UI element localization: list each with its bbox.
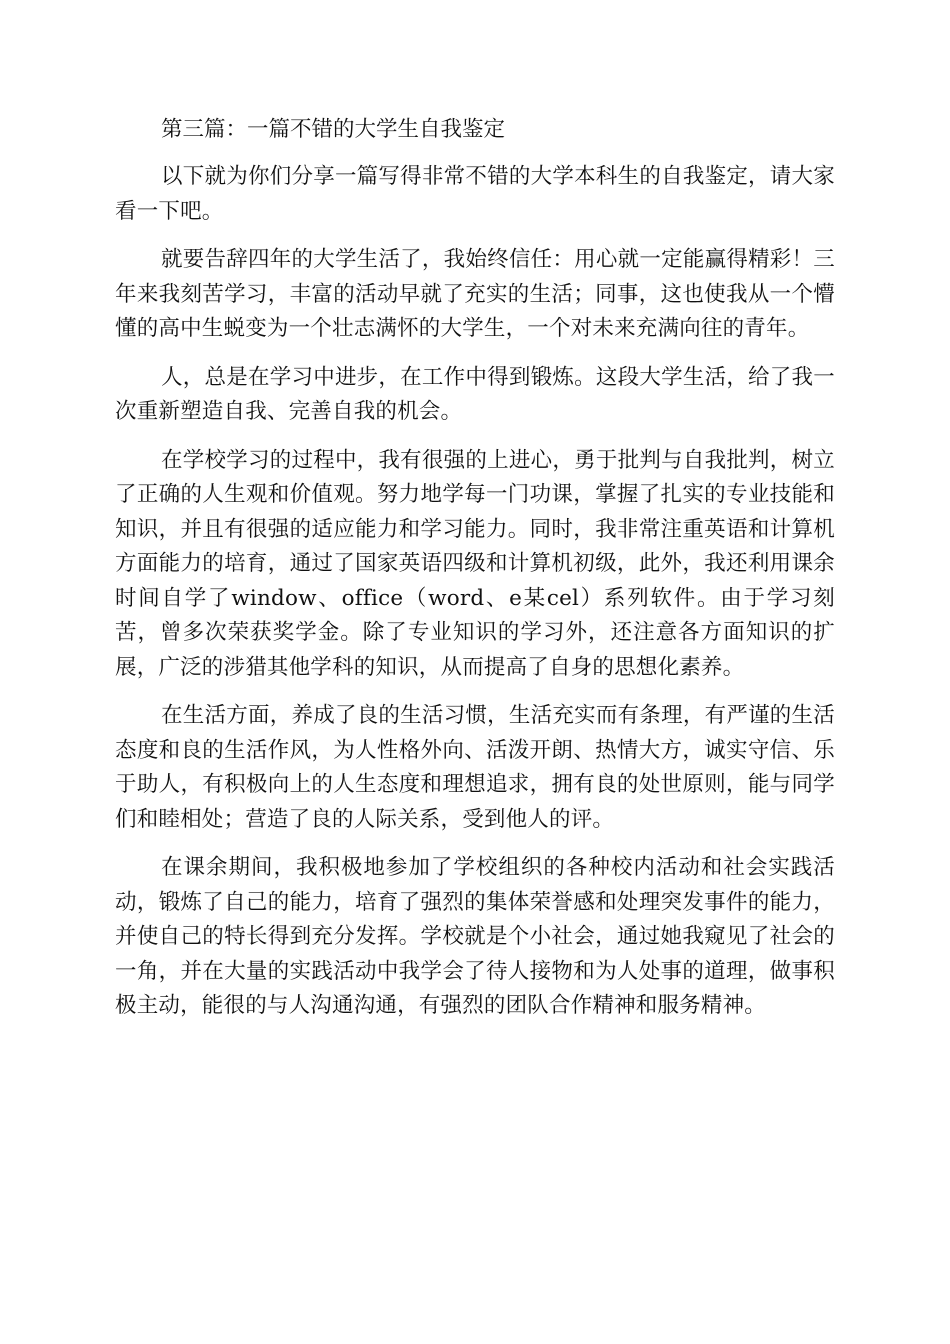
paragraph-study: 在学校学习的过程中，我有很强的上进心，勇于批判与自我批判，树立了正确的人生观和价值观。努力地学每一门功课，掌握了扎实的专业技能和知识，并且有很强的适应能力和学习能力。同时，我非常注重英语和计算机方面能力的培育，通过了国家英语四级和计算机初级，此外，我还利用课余时间自学了window、office（word、e某cel）系列软件。由于学习刻苦，曾多次荣获奖学金。除了专业知识的学习外，还注意各方面知识的扩展，广泛的涉猎其他学科的知识，从而提高了自身的思想化素养。 [115, 447, 835, 680]
paragraph-life: 在生活方面，养成了良的生活习惯，生活充实而有条理，有严谨的生活态度和良的生活作风，为人性格外向、活泼开朗、热情大方，诚实守信、乐于助人，有积极向上的人生态度和理想追求，拥有良的处世原则，能与同学们和睦相处；营造了良的人际关系，受到他人的评。 [115, 703, 835, 832]
paragraph-growth: 人，总是在学习中进步，在工作中得到锻炼。这段大学生活，给了我一次重新塑造自我、完善自我的机会。 [115, 364, 835, 424]
paragraph-farewell: 就要告辞四年的大学生活了，我始终信任：用心就一定能赢得精彩！三年来我刻苦学习，丰富的活动早就了充实的生活；同事，这也使我从一个懵懂的高中生蜕变为一个壮志满怀的大学生，一个对未来充满向往的青年。 [115, 247, 835, 341]
document-body [115, 113, 835, 1038]
paragraph-intro: 以下就为你们分享一篇写得非常不错的大学本科生的自我鉴定，请大家看一下吧。 [115, 164, 835, 224]
paragraph-activities: 在课余期间，我积极地参加了学校组织的各种校内活动和社会实践活动，锻炼了自己的能力，培育了强烈的集体荣誉感和处理突发事件的能力，并使自己的特长得到充分发挥。学校就是个小社会，通过她我窥见了社会的一角，并在大量的实践活动中我学会了待人接物和为人处事的道理，做事积极主动，能很的与人沟通沟通，有强烈的团队合作精神和服务精神。 [115, 855, 835, 1018]
document-title: 第三篇：一篇不错的大学生自我鉴定 [161, 117, 506, 142]
